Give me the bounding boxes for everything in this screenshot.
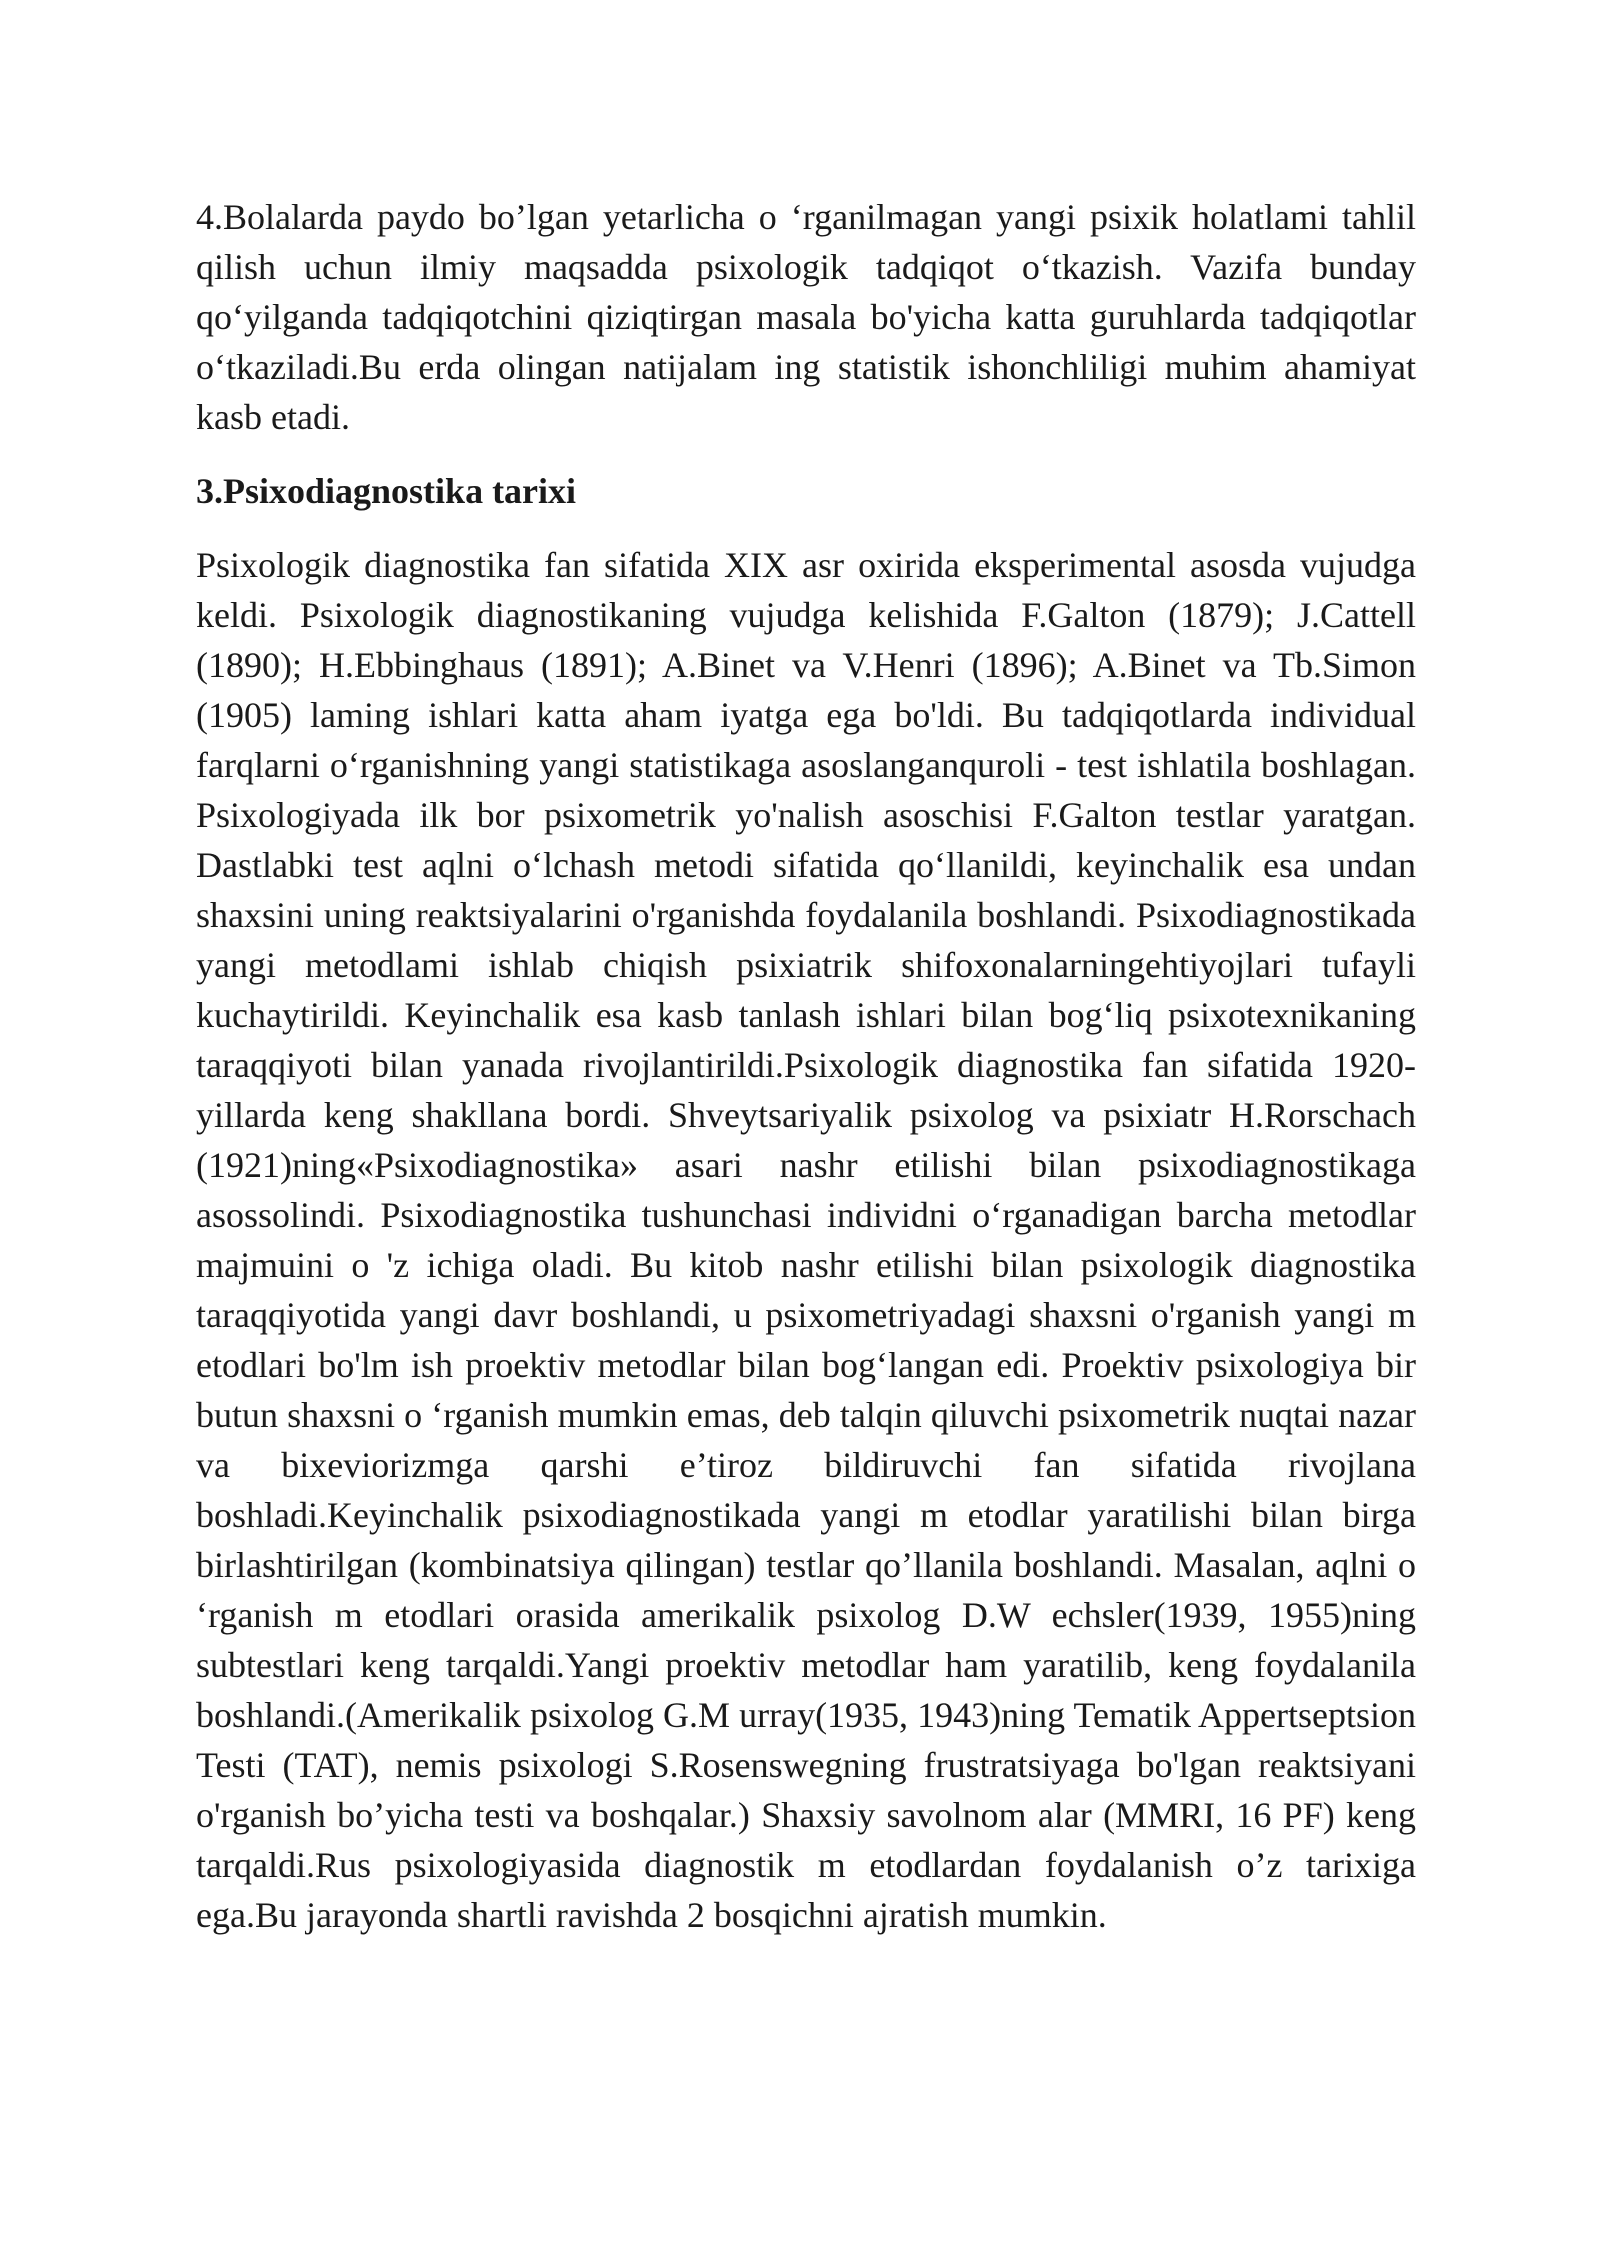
section-heading: 3.Psixodiagnostika tarixi <box>196 471 577 511</box>
paragraph-history: Psixologik diagnostika fan sifatida XIX asr oxirida eksperimental asosda vujudga keldi. Psixologik diagnostikaning vujudga kelishida F.Galton (1879); J.Cattell (1890); H.Ebbinghaus (1891); A.Binet va V.Henri (1896); A.Binet va Tb.Simon (1905) laming ishlari katta aham iyatga ega bo'ldi. Bu tadqiqotlarda individual farqlarni o‘rganishning yangi statistikaga asoslanganquroli - test ishlatila boshlagan. Psixologiyada ilk bor psixometrik yo'nalish asoschisi F.Galton testlar yaratgan. Dastlabki test aqlni o‘lchash metodi sifatida qo‘llanildi, keyinchalik esa undan shaxsini uning reaktsiyalarini o'rganishda foydalanila boshlandi. Psixodiagnostikada yangi metodlami ishlab chiqish psixiatrik shifoxonalarningehtiyojlari tufayli kuchaytirildi. Keyinchalik esa kasb tanlash ishlari bilan bog‘liq psixotexnikaning taraqqiyoti bilan yanada rivojlantirildi.Psixologik diagnostika fan sifatida 1920-yillarda keng shakllana bordi. Shveytsariyalik psixolog va psixiatr H.Rorschach (1921)ning«Psixodiagnostika» asari nashr etilishi bilan psixodiagnostikaga asossolindi. Psixodiagnostika tushunchasi individni o‘rganadigan barcha metodlar majmuini o 'z ichiga oladi. Bu kitob nashr etilishi bilan psixologik diagnostika taraqqiyotida yangi davr boshlandi, u psixometriyadagi shaxsni o'rganish yangi m etodlari bo'lm ish proektiv metodlar bilan bog‘langan edi. Proektiv psixologiya bir butun shaxsni o ‘rganish mumkin emas, deb talqin qiluvchi psixometrik nuqtai nazar va bixeviorizmga qarshi e’tiroz bildiruvchi fan sifatida rivojlana boshladi.Keyinchalik psixodiagnostikada yangi m etodlar yaratilishi bilan birga birlashtirilgan (kombinatsiya qilingan) testlar qo’llanila boshlandi. Masalan, aqlni o ‘rganish m etodlari orasida amerikalik psixolog D.W echsler(1939, 1955)ning subtestlari keng tarqaldi.Yangi proektiv metodlar ham yaratilib, keng foydalanila boshlandi.(Amerikalik psixolog G.M urray(1935, 1943)ning Tematik Appertseptsion Testi (TAT), nemis psixologi S.Rosenswegning frustratsiyaga bo'lgan reaktsiyani o'rganish bo’yicha testi va boshqalar.) Shaxsiy savolnom alar (MMRI, 16 PF) keng tarqaldi.Rus psixologiyasida diagnostik m etodlardan foydalanish o’z tarixiga ega.Bu jarayonda shartli ravishda 2 bosqichni ajratish mumkin. <box>196 545 1416 1935</box>
document-page <box>196 192 1416 1940</box>
paragraph-tasks-item-4: 4.Bolalarda paydo bo’lgan yetarlicha o ‘rganilmagan yangi psixik holatlami tahlil qilish uchun ilmiy maqsadda psixologik tadqiqot o‘tkazish. Vazifa bunday qo‘yilganda tadqiqotchini qiziqtirgan masala bo'yicha katta guruhlarda tadqiqotlar o‘tkaziladi.Bu erda olingan natijalam ing statistik ishonchliligi muhim ahamiyat kasb etadi. <box>196 197 1416 437</box>
